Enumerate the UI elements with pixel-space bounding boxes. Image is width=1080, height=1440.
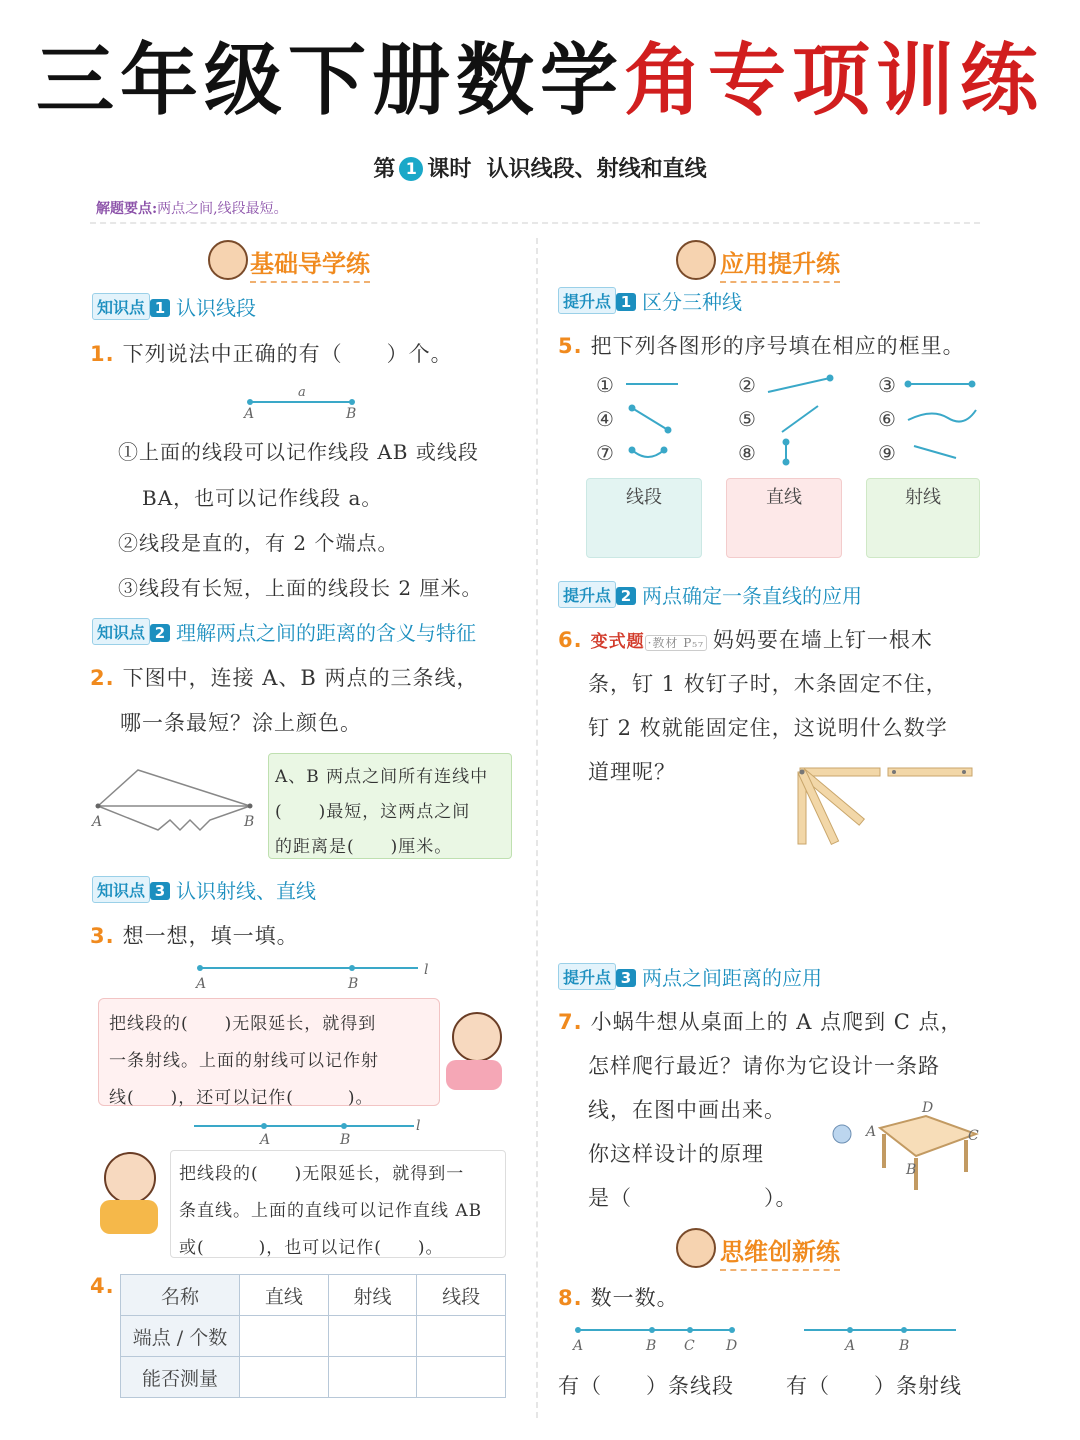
- box-line-label: 直线: [766, 487, 802, 508]
- column-divider: [536, 238, 538, 1418]
- box-line2: 一条射线。上面的射线可以记作射: [109, 1051, 379, 1071]
- label-A: A: [573, 1338, 584, 1354]
- table-cell[interactable]: [328, 1316, 417, 1357]
- box-ray[interactable]: [866, 478, 980, 558]
- boy-icon: [104, 1152, 156, 1204]
- label-B: B: [906, 1162, 917, 1178]
- kp-num: 2: [150, 624, 170, 642]
- label-B: B: [244, 814, 255, 830]
- kp-text: 两点之间距离的应用: [642, 966, 823, 990]
- kp-num: 3: [616, 969, 636, 987]
- question-6: [558, 624, 933, 654]
- label-C: C: [684, 1338, 695, 1354]
- kp-tag: 知识点: [92, 876, 150, 903]
- q7-line3: 线，在图中画出来。: [588, 1098, 786, 1122]
- kp-tag: 知识点: [92, 293, 150, 320]
- table-snail-figure: [826, 1098, 986, 1194]
- table-row-label: 端点 / 个数: [121, 1316, 240, 1357]
- question-5: [558, 330, 965, 360]
- table-row: [121, 1357, 506, 1398]
- kp-text: 认识线段: [176, 296, 257, 320]
- q6-line2: 条，钉 1 枚钉子时，木条固定不住，: [588, 672, 948, 696]
- q-text: 下列说法中正确的有（ ）个。: [122, 342, 453, 366]
- label-D: D: [922, 1100, 934, 1116]
- q-number: 6.: [558, 628, 583, 652]
- table-header-cell: 直线: [240, 1275, 329, 1316]
- q6-line3: 钉 2 枚就能固定住，这说明什么数学: [588, 716, 948, 740]
- upgrade-point-1: [558, 286, 742, 315]
- q7-line5: 是（ ）。: [588, 1186, 798, 1210]
- ray-figure: [190, 958, 440, 992]
- knowledge-point-3: [92, 875, 316, 904]
- lesson-number: 1: [399, 157, 423, 181]
- kp-num: 2: [616, 587, 636, 605]
- label-B: B: [348, 976, 359, 992]
- title-black: 三年级下册数学: [35, 36, 624, 126]
- table-cell[interactable]: [417, 1316, 506, 1357]
- label-A: A: [92, 814, 103, 830]
- solving-tip: [96, 198, 288, 218]
- box-line3: 线( )，还可以记作( )。: [109, 1088, 374, 1108]
- mark-6: ⑥: [878, 407, 896, 431]
- kp-text: 两点确定一条直线的应用: [642, 584, 863, 608]
- table-header-cell: 名称: [121, 1275, 240, 1316]
- label-A: A: [260, 1132, 271, 1148]
- kp-num: 1: [150, 299, 170, 317]
- table-cell[interactable]: [240, 1357, 329, 1398]
- kp-tag: 提升点: [558, 963, 616, 990]
- question-2: [90, 662, 479, 692]
- mark-3: ③: [878, 373, 896, 397]
- kp-text: 理解两点之间的距离的含义与特征: [176, 621, 477, 645]
- box-line3: 的距离是( )厘米。: [275, 837, 453, 857]
- count-segments-figure: [566, 1318, 756, 1358]
- table-row: [121, 1316, 506, 1357]
- kp-num: 1: [616, 293, 636, 311]
- mark-5: ⑤: [738, 407, 756, 431]
- knowledge-point-2: [92, 617, 476, 646]
- mark-9: ⑨: [878, 441, 896, 465]
- box-line3: 或( )，也可以记作( )。: [179, 1238, 444, 1258]
- tip-text: 两点之间,线段最短。: [157, 201, 288, 217]
- label-B: B: [340, 1132, 351, 1148]
- q1-statement-1b: BA，也可以记作线段 a。: [142, 486, 383, 510]
- textbook-ref: ·教材 P₅₇: [645, 635, 707, 651]
- label-A: A: [845, 1338, 856, 1354]
- q-number: 2.: [90, 666, 115, 690]
- title-red: 角专项训练: [624, 36, 1045, 126]
- section-creative: 思维创新练: [720, 1232, 840, 1271]
- table-header-cell: 射线: [328, 1275, 417, 1316]
- q-number: 4.: [90, 1274, 115, 1298]
- segment-ab-figure: [230, 382, 370, 422]
- reading-boy-icon: [676, 1228, 716, 1268]
- variant-badge: 变式题: [590, 632, 645, 652]
- lines-table: [120, 1274, 506, 1398]
- section-basic: 基础导学练: [250, 244, 370, 283]
- ray-fill-box: [98, 998, 440, 1106]
- lesson-prefix: 第: [373, 157, 396, 182]
- mark-8: ⑧: [738, 441, 756, 465]
- upgrade-point-3: [558, 962, 822, 991]
- line-fill-box: [170, 1150, 506, 1258]
- label-a: a: [298, 385, 306, 400]
- label-B: B: [646, 1338, 657, 1354]
- q-number: 7.: [558, 1010, 583, 1034]
- girl-icon: [452, 1012, 502, 1062]
- tip-label: 解题要点:: [96, 201, 158, 217]
- nine-lines-figure: [592, 368, 992, 468]
- q7-line4: 你这样设计的原理: [588, 1142, 764, 1166]
- label-A: A: [866, 1124, 877, 1140]
- q6-line4: 道理呢？: [588, 760, 676, 784]
- label-l: l: [416, 1118, 421, 1134]
- lesson-name: 认识线段、射线和直线: [486, 157, 707, 182]
- kp-tag: 知识点: [92, 618, 150, 645]
- q-number: 8.: [558, 1286, 583, 1310]
- label-l: l: [424, 962, 429, 978]
- wood-strip-figure: [790, 758, 980, 850]
- q-text: 想一想，填一填。: [122, 924, 299, 948]
- table-cell[interactable]: [417, 1357, 506, 1398]
- table-header-row: [121, 1275, 506, 1316]
- mark-1: ①: [596, 373, 614, 397]
- mark-2: ②: [738, 373, 756, 397]
- question-4: [90, 1274, 123, 1298]
- upgrade-point-2: [558, 580, 862, 609]
- box-line2: 条直线。上面的直线可以记作直线 AB: [179, 1201, 483, 1221]
- q-text: 小蜗牛想从桌面上的 A 点爬到 C 点，: [590, 1010, 963, 1034]
- q1-statement-2: ②线段是直的，有 2 个端点。: [118, 531, 399, 555]
- line-figure: [192, 1114, 432, 1148]
- q7-line2: 怎样爬行最近？请你为它设计一条路: [588, 1054, 940, 1078]
- table-cell[interactable]: [328, 1357, 417, 1398]
- lesson-middle: 课时: [427, 157, 472, 182]
- table-row-label: 能否测量: [121, 1357, 240, 1398]
- question-1: [90, 338, 453, 368]
- girl-avatar-icon: [676, 240, 716, 280]
- three-paths-figure: [88, 758, 264, 848]
- mark-7: ⑦: [596, 441, 614, 465]
- box-line2: ( )最短，这两点之间: [275, 802, 471, 822]
- q-number: 1.: [90, 342, 115, 366]
- q-text: 下图中，连接 A、B 两点的三条线，: [122, 666, 479, 690]
- table-header-cell: 线段: [417, 1275, 506, 1316]
- girl-body-icon: [446, 1060, 502, 1090]
- box-line1: A、B 两点之间所有连线中: [275, 767, 489, 787]
- label-B: B: [899, 1338, 910, 1354]
- q-number: 3.: [90, 924, 115, 948]
- box-ray-label: 射线: [905, 487, 941, 508]
- q8-answer-rays: 有（ ）条射线: [786, 1374, 962, 1398]
- box-segment[interactable]: [586, 478, 702, 558]
- kp-tag: 提升点: [558, 287, 616, 314]
- kp-tag: 提升点: [558, 581, 616, 608]
- q-text: 把下列各图形的序号填在相应的框里。: [590, 334, 965, 358]
- box-segment-label: 线段: [626, 487, 662, 508]
- boy-body-icon: [100, 1200, 158, 1234]
- q1-statement-3: ③线段有长短，上面的线段长 2 厘米。: [118, 576, 483, 600]
- label-C: C: [968, 1128, 979, 1144]
- kp-num: 3: [150, 882, 170, 900]
- box-line[interactable]: [726, 478, 842, 558]
- count-rays-figure: [800, 1318, 970, 1358]
- q2-answer-box: [268, 753, 512, 859]
- q-number: 5.: [558, 334, 583, 358]
- lesson-header: [0, 152, 1080, 183]
- question-8: [558, 1282, 679, 1312]
- label-B: B: [346, 406, 357, 422]
- page-title: [0, 18, 1080, 130]
- box-line1: 把线段的( )无限延长，就得到: [109, 1014, 377, 1034]
- q1-statement-1: ①上面的线段可以记作线段 AB 或线段: [118, 440, 479, 464]
- q-text: 妈妈要在墙上钉一根木: [712, 628, 933, 652]
- kp-text: 认识射线、直线: [176, 879, 317, 903]
- label-D: D: [726, 1338, 738, 1354]
- label-A: A: [196, 976, 207, 992]
- q-text: 数一数。: [590, 1286, 679, 1310]
- box-line1: 把线段的( )无限延长，就得到一: [179, 1164, 465, 1184]
- label-A: A: [244, 406, 255, 422]
- question-7: [558, 1006, 963, 1036]
- question-2-line2: 哪一条最短？涂上颜色。: [120, 711, 362, 735]
- q8-answer-segments: 有（ ）条线段: [558, 1374, 734, 1398]
- snail-icon: [833, 1125, 851, 1143]
- section-applied: 应用提升练: [720, 244, 840, 283]
- question-3: [90, 920, 299, 950]
- knowledge-point-1: [92, 292, 256, 321]
- mark-4: ④: [596, 407, 614, 431]
- kp-text: 区分三种线: [642, 290, 743, 314]
- table-cell[interactable]: [240, 1316, 329, 1357]
- tip-divider: [90, 222, 980, 224]
- boy-avatar-icon: [208, 240, 248, 280]
